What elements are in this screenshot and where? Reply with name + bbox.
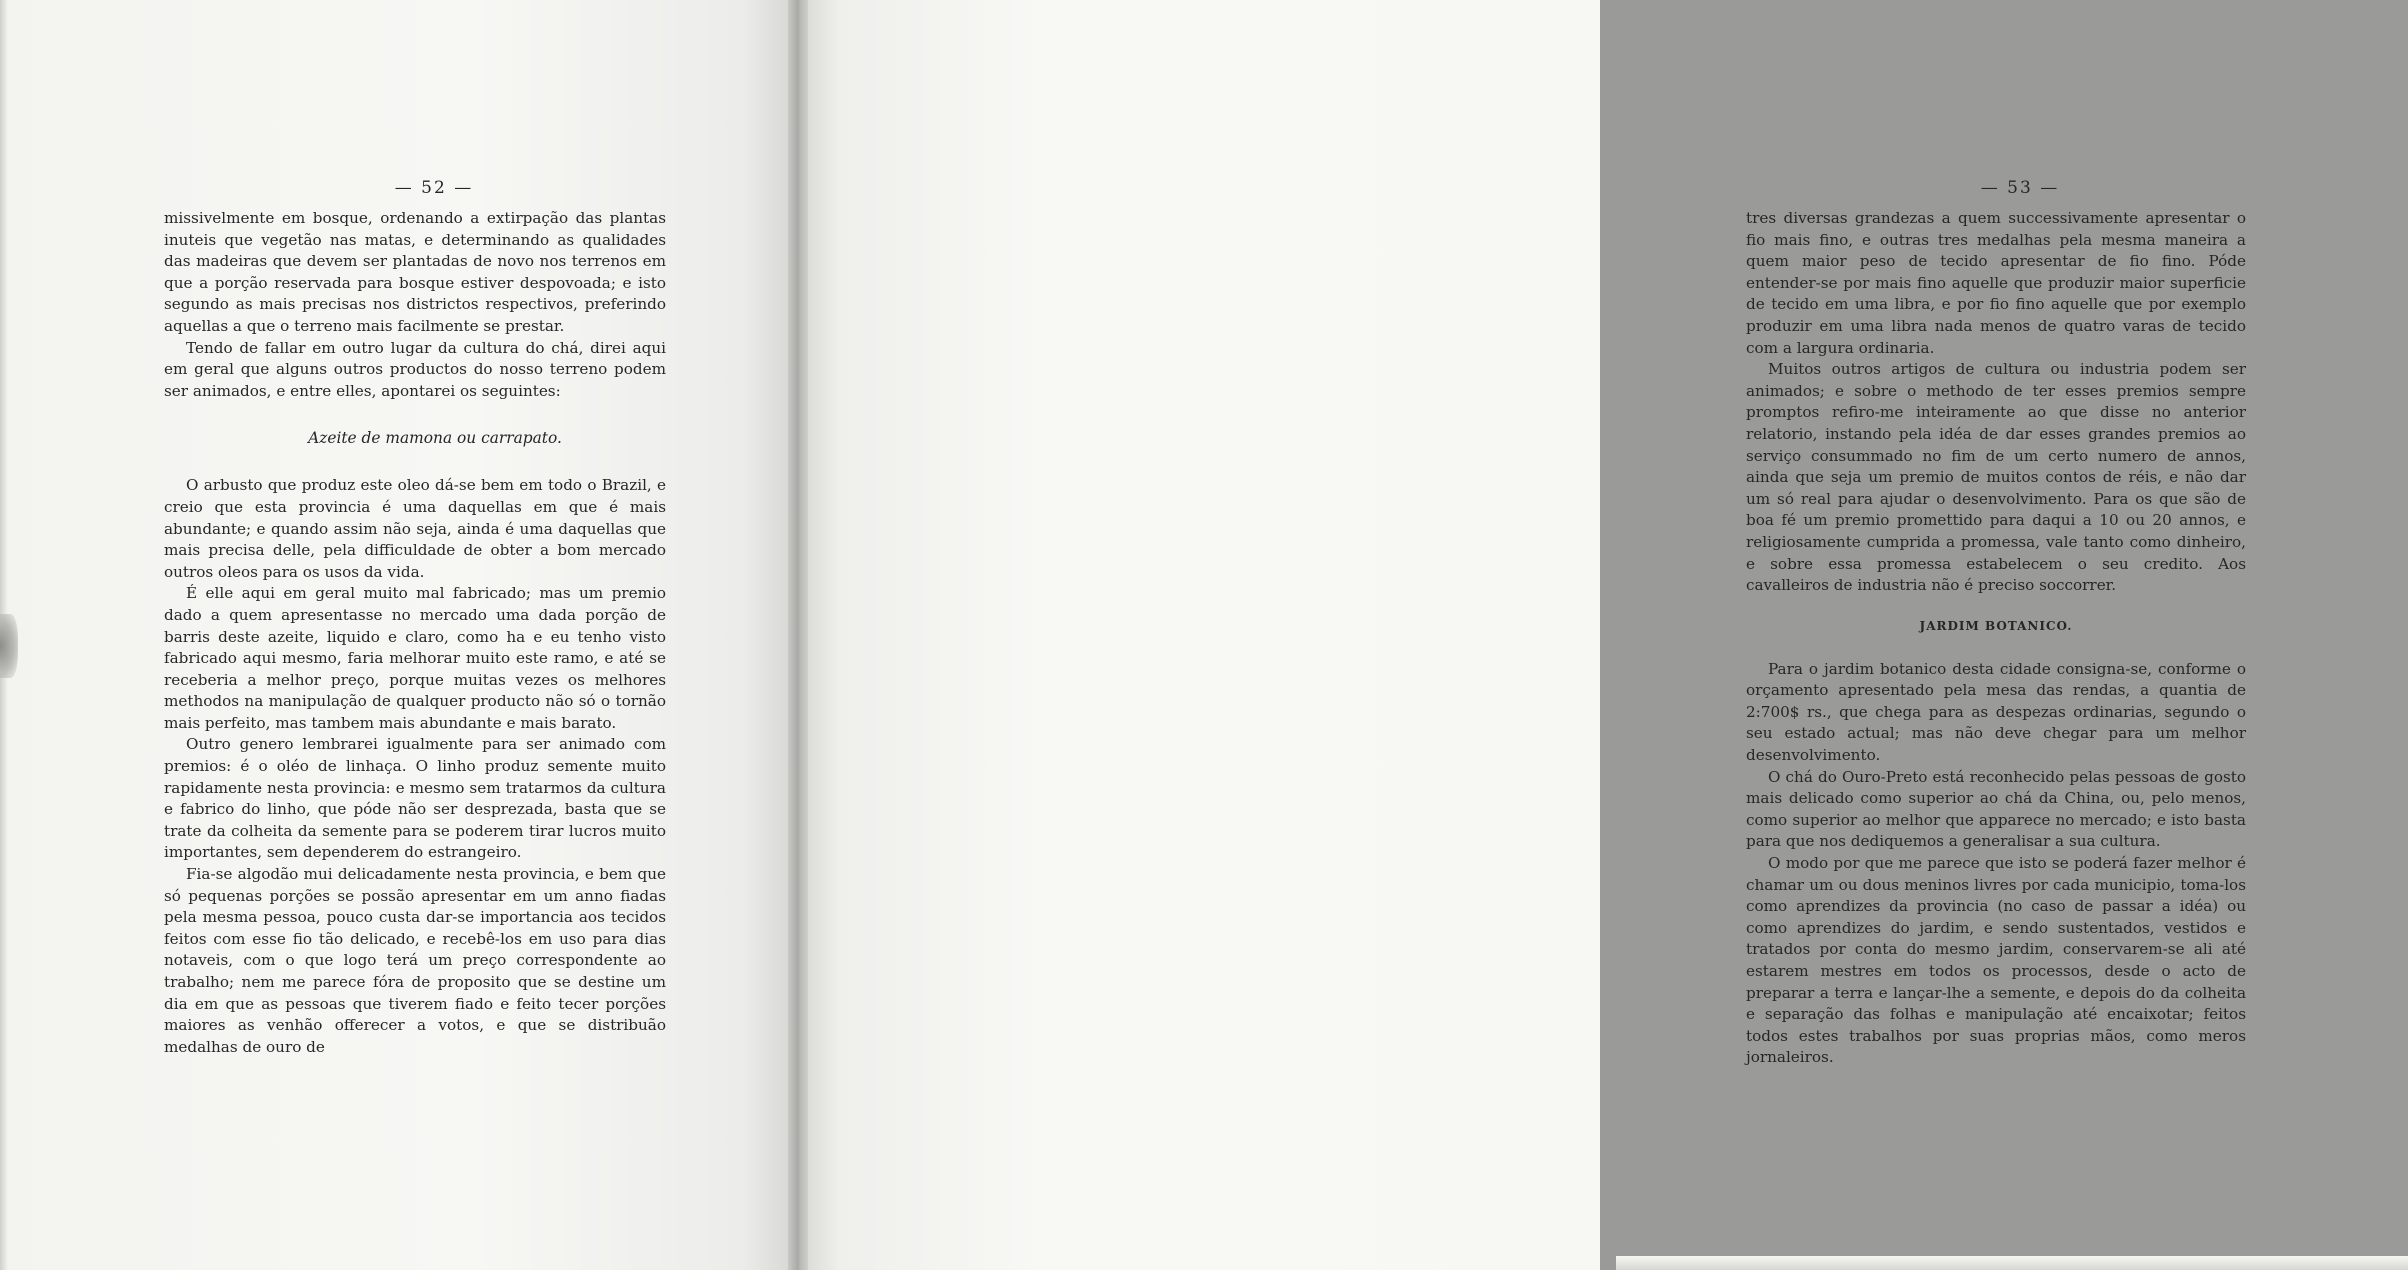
page-number: — 52 — xyxy=(394,178,474,198)
paragraph: missivelmente em bosque, ordenando a extirpação das plantas inuteis que vegetão nas matas, e determinando as qualidades das madeiras que devem ser plantadas de novo nos terrenos em que a porção reservada para bosque estiver despovoada; e isto segundo as mais precisas nos districtos respectivos, preferindo aquellas a que o terreno mais facilmente se prestar. xyxy=(164,209,666,335)
right-page-bottom-edge xyxy=(1616,1256,2408,1270)
right-page xyxy=(808,0,2246,1270)
left-page xyxy=(0,0,790,1270)
paragraph: Fia-se algodão mui delicadamente nesta provincia, e bem que só pequenas porções se possão apresentar em um anno fiadas pela mesma pessoa, pouco custa dar-se importancia aos tecidos feitos com esse fio tão delicado, e recebê-los em uso para dias notaveis, com o que logo terá um preço correspondente ao trabalho; nem me parece fóra de proposito que se destine um dia em que as pessoas que tiverem fiado e feito tecer porções maiores as venhão offerecer a votos, e que se distribuão medalhas de ouro de xyxy=(164,865,666,1056)
subheading: Azeite de mamona ou carrapato. xyxy=(308,429,562,448)
paragraph: Outro genero lembrarei igualmente para ser animado com premios: é o oléo de linhaça. O linho produz semente muito rapidamente nesta provincia: e mesmo sem tratarmos da cultura e fabrico do linho, que póde não ser desprezada, basta que se trate da colheita da semente para se poderem tirar lucros muito importantes, sem dependerem do estrangeiro. xyxy=(164,735,666,862)
paragraph: O arbusto que produz este oleo dá-se bem em todo o Brazil, e creio que esta provincia é uma daquellas em que é mais abundante; e quando assim não seja, ainda é uma daquellas que mais precisa delle, pela difficuldade de obter a bom mercado outros oleos para os usos da vida. xyxy=(164,476,666,581)
paragraph: Muitos outros artigos de cultura ou industria podem ser animados; e sobre o methodo de ter esses premios sempre promptos refiro-me inteiramente ao que disse no anterior relatorio, instando pela idéa de dar esses grandes premios ao serviço consummado no fim de um certo numero de annos, ainda que seja um premio de muitos contos de réis, e não dar um só real para ajudar o desenvolvimento. Para os que são de boa fé um premio promettido para daqui a 10 ou 20 annos, e religiosamente cumprida a promessa, vale tanto como dinheiro, e sobre essa promessa estabelecem o seu credito. Aos cavalleiros de industria não é preciso soccorrer. xyxy=(1746,360,2246,595)
section-heading: JARDIM BOTANICO. xyxy=(1919,618,2073,633)
paragraph: O chá do Ouro-Preto está reconhecido pelas pessoas de gosto mais delicado como superior ao chá da China, ou, pelo menos, como superior ao melhor que apparece no mercado; e isto basta para que nos dediquemos a generalisar a sua cultura. xyxy=(1746,767,2246,851)
paragraph: É elle aqui em geral muito mal fabricado; mas um premio dado a quem apresentasse no mercado uma dada porção de barris deste azeite, liquido e claro, como ha e eu tenho visto fabricado aqui mesmo, faria melhorar muito este ramo, e até se receberia a melhor preço, porque muitas vezes os melhores methodos na manipulação de qualquer producto não só o tornão mais perfeito, mas tambem mais abundante e mais barato. xyxy=(164,584,666,732)
page-stain xyxy=(0,614,18,678)
right-page-text xyxy=(1746,178,2246,1069)
book-gutter xyxy=(788,0,810,1270)
paragraph: tres diversas grandezas a quem successivamente apresentar o fio mais fino, e outras tres medalhas pela mesma maneira a quem maior peso de tecido apresentar de fio fino. Póde entender-se por mais fino aquelle que produzir maior superficie de tecido em uma libra, e por fio fino aquelle que por exemplo produzir em uma libra nada menos de quatro varas de tecido com a largura ordinaria. xyxy=(1746,209,2246,357)
paragraph: Tendo de fallar em outro lugar da cultura do chá, direi aqui em geral que alguns outros productos do nosso terreno podem ser animados, e entre elles, apontarei os seguintes: xyxy=(164,338,666,400)
paragraph: Para o jardim botanico desta cidade consigna-se, conforme o orçamento apresentado pela mesa das rendas, a quantia de 2:700$ rs., que chega para as despezas ordinarias, segundo o seu estado actual; mas não deve chegar para um melhor desenvolvimento. xyxy=(1746,659,2246,765)
page-number: — 53 — xyxy=(1980,178,2060,198)
left-page-text xyxy=(164,178,666,1058)
paragraph: O modo por que me parece que isto se poderá fazer melhor é chamar um ou dous meninos livres por cada municipio, toma-los como aprendizes da provincia (no caso de passar a idéa) ou como aprendizes do jardim, e sendo sustentados, vestidos e tratados por conta do mesmo jardim, conservarem-se ali até estarem mestres em todos os processos, desde o acto de preparar a terra e lançar-lhe a semente, e depois do da colheita e separação das folhas e manipulação até encaixotar; feitos todos estes trabalhos por suas proprias mãos, como meros jornaleiros. xyxy=(1746,854,2246,1067)
